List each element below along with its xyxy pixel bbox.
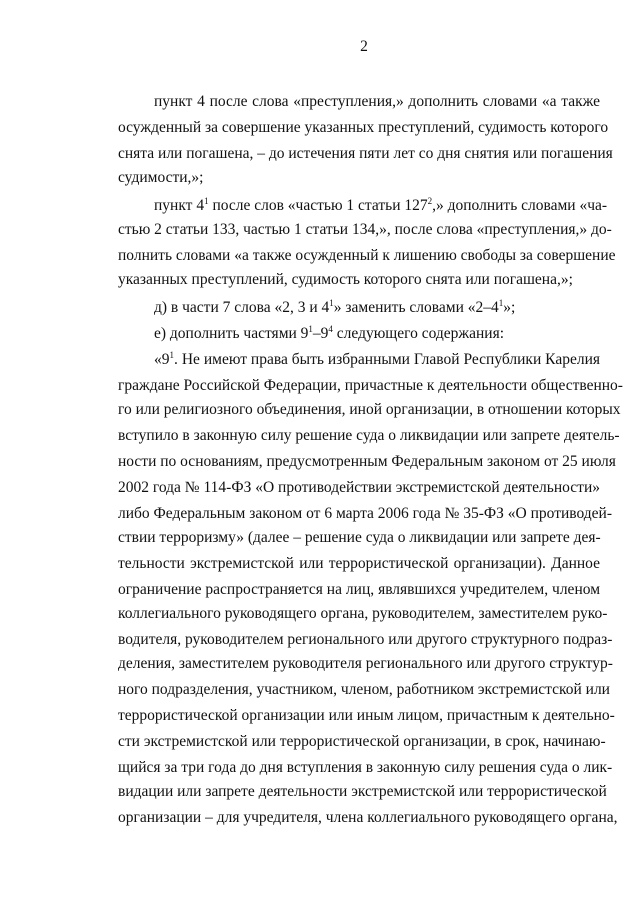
- text-line: судимости,»;: [118, 169, 204, 186]
- text-line: вступило в законную силу решение суда о ликвидации или запрете деятель-: [118, 427, 620, 444]
- text-line: граждане Российской Федерации, причастные к деятельности общественно-: [118, 377, 623, 394]
- text-line: ствии терроризму» (далее – решение суда о ликвидации или запрете дея-: [118, 529, 601, 546]
- text-line: ности по основаниям, предусмотренным Федеральным законом от 25 июля: [118, 453, 616, 470]
- text-line: террористической организации или иным лицом, причастным к деятельно-: [118, 707, 615, 724]
- text-line: стью 2 статьи 133, частью 1 статьи 134,», после слова «преступления,» до-: [118, 221, 612, 238]
- text-line: тельности экстремистской или террористической организации). Данное: [118, 555, 600, 572]
- text-line: «$9^1$. Не имеют права быть избранными Главой Республики Карелия: [154, 350, 600, 368]
- text-line: видации или запрете деятельности экстремистской или террористической: [118, 783, 607, 800]
- text-line: коллегиального руководящего органа, руководителем, заместителем руко-: [118, 605, 608, 622]
- text-line: снята или погашена, – до истечения пяти лет со дня снятия или погашения: [118, 145, 613, 162]
- text-line: пункт $4^1$ после слов «частью 1 статьи $127^2$,» дополнить словами «ча-: [154, 196, 608, 214]
- text-line: осужденный за совершение указанных преступлений, судимость которого: [118, 119, 609, 136]
- text-line: щийся за три года до дня вступления в законную силу решения суда о лик-: [118, 759, 613, 776]
- text-line: ограничение распространяется на лиц, являвшихся учредителем, членом: [118, 581, 600, 598]
- text-line: организации – для учредителя, члена коллегиального руководящего органа,: [118, 809, 618, 826]
- text-line: пункт 4 после слова «преступления,» дополнить словами «а также: [154, 93, 600, 110]
- text-line: либо Федеральным законом от 6 марта 2006 года № 35-ФЗ «О противодей-: [118, 505, 613, 522]
- text-line: д) в части 7 слова «2, 3 и $4^1$» заменить словами «$2-4^1$»;: [154, 298, 516, 316]
- text-line: указанных преступлений, судимость которого снята или погашена,»;: [118, 271, 573, 288]
- text-line: ного подразделения, участником, членом, работником экстремистской или: [118, 681, 610, 698]
- text-line: полнить словами «а также осужденный к лишению свободы за совершение: [118, 247, 616, 264]
- text-line: е) дополнить частями $9^1-9^4$ следующего содержания:: [154, 324, 505, 342]
- text-line: сти экстремистской или террористической организации, в срок, начинаю-: [118, 733, 606, 750]
- text-line: го или религиозного объединения, иной организации, в отношении которых: [118, 401, 621, 418]
- page-number: 2: [360, 38, 368, 55]
- text-line: деления, заместителем руководителя регионального или другого структур-: [118, 655, 613, 672]
- text-line: водителя, руководителем регионального или другого структурного подраз-: [118, 631, 613, 648]
- text-line: 2002 года № 114-ФЗ «О противодействии экстремистской деятельности»: [118, 479, 600, 496]
